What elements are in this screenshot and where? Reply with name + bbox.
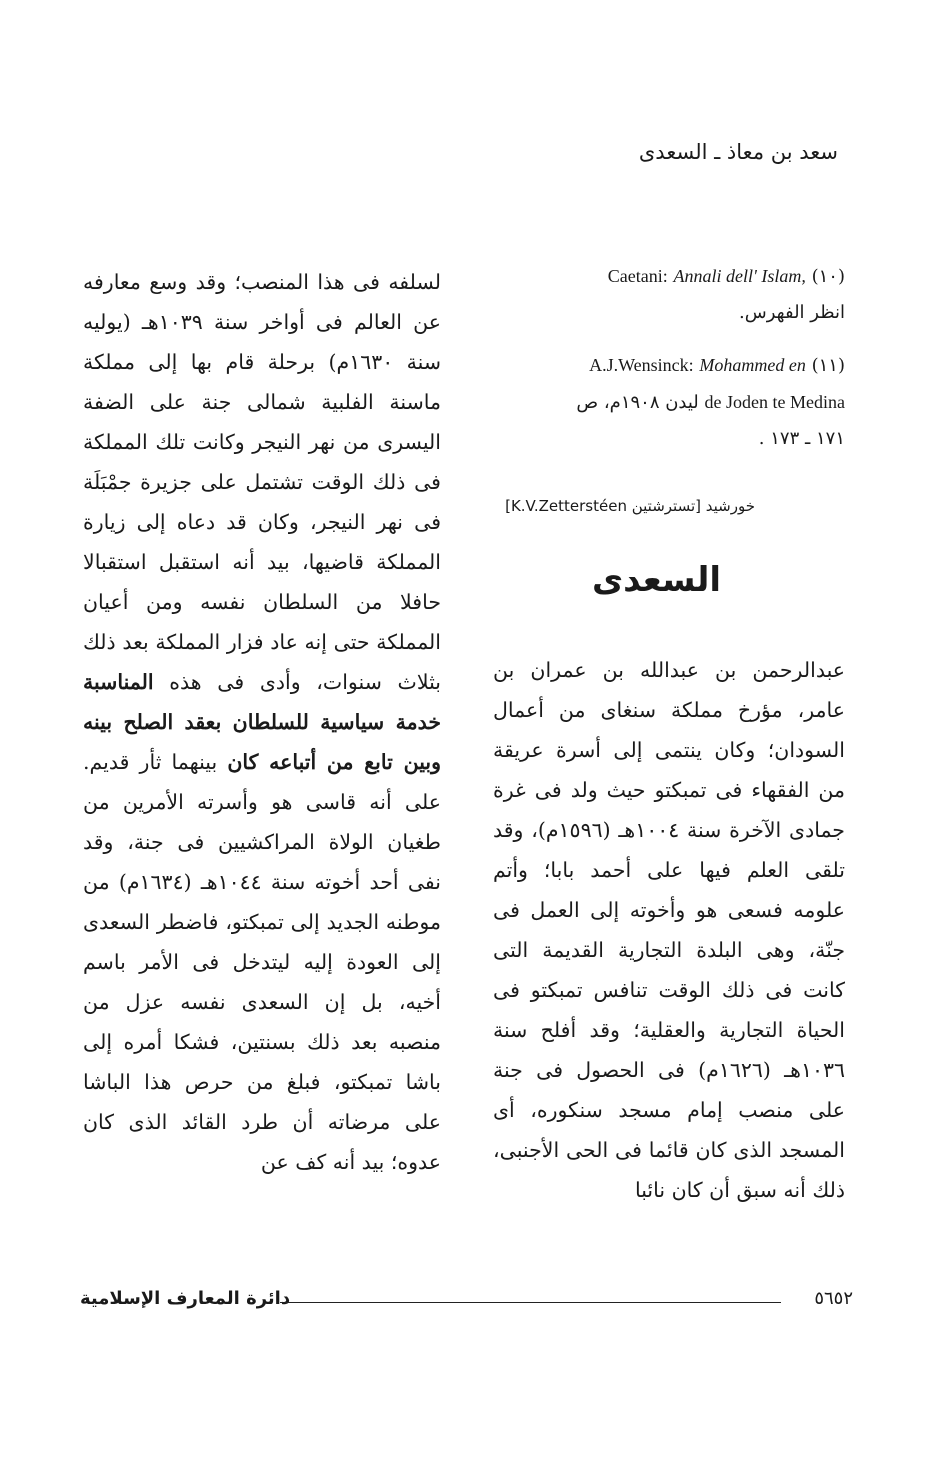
references-block [485, 258, 845, 473]
reference-pages: ١٧١ ـ ١٧٣ . [758, 428, 845, 449]
reference-title: Mohammed en [699, 355, 806, 375]
article-text: عبدالرحمن بن عبدالله بن عمران بن عامر، مؤرخ مملكة سنغاى من أعمال السودان؛ وكان ينتمى إلى أسرة عريقة من الفقهاء فى تمبكتو حيث ولد فى غرة جمادى الآخرة سنة ١٠٠٤هـ (١٥٩٦م)، وقد تلقى العلم فيها على أحمد بابا؛ وأتم علومه فسعى هو وأخوته إلى العمل فى جنّة، وهى البلدة التجارية القديمة التى كانت فى ذلك الوقت تنافس تمبكتو فى الحياة التجارية والعقلية؛ وقد أفلح سنة ١٠٣٦هـ (١٦٢٦م) فى الحصول فى جنة على منصب إمام مسجد سنكوره، أى المسجد الذى كان قائما فى الحى الأجنبى، ذلك أنه سبق أن كان نائبا [493, 658, 845, 1202]
reference-11 [485, 347, 845, 457]
footer-divider [280, 1302, 781, 1303]
running-header: سعد بن معاذ ـ السعدى [638, 140, 838, 164]
reference-title-continued: de Joden te Medina [704, 392, 845, 412]
article-title: السعدى [591, 560, 721, 600]
article-text: بينهما ثأر قديم. على أنه قاسى هو وأسرته الأمرين من طغيان الولاة المراكشيين فى جنة، وقد نفى أحد أخوته سنة ١٠٤٤هـ (١٦٣٤م) من موطنه الجديد إلى تمبكتو، فاضطر السعدى إلى العودة إليه ليتدخل فى الأمر باسم أخيه، بل إن السعدى نفسه عزل من منصبه بعد ذلك بسنتين، فشكا أمره إلى باشا تمبكتو، فبلغ من حرص هذا الباشا على مرضاته أن طرد القائد الذى كان عدوه؛ بيد أنه كف عن [83, 750, 441, 1174]
reference-10 [485, 258, 845, 331]
footer-encyclopedia-title: دائرة المعارف الإسلامية [80, 1288, 291, 1309]
article-text-bold: المناسبة خدمة سياسية للسلطان بعقد الصلح بينه وبين تابع من أتباعه كان [83, 670, 441, 774]
reference-note: انظر الفهرس. [739, 302, 845, 323]
article-author: خورشيد [تسترشتين K.V.Zetterstéen] [505, 497, 755, 515]
reference-title: Annali dell' Islam, [673, 266, 806, 286]
reference-place: ليدن ١٩٠٨م، ص [576, 392, 699, 413]
article-column-right [493, 650, 845, 1210]
reference-author: Caetani: [607, 266, 668, 286]
reference-author: A.J.Wensinck: [589, 355, 694, 375]
reference-number: (١١) [811, 355, 845, 376]
reference-number: (١٠) [811, 266, 845, 287]
page-number: ٥٦٥٢ [814, 1288, 853, 1309]
page-footer [80, 1288, 853, 1318]
article-column-left [83, 262, 441, 1182]
article-text: لسلفه فى هذا المنصب؛ وقد وسع معارفه عن العالم فى أواخر سنة ١٠٣٩هـ (يوليه سنة ١٦٣٠م) برحلة قام بها إلى مملكة ماسنة الفلبية شمالى جنة على الضفة اليسرى من نهر النيجر وكانت تلك المملكة فى ذلك الوقت تشتمل على جزيرة جمْبَلَة فى نهر النيجر، وكان قد دعاه إلى زيارة المملكة قاضيها، بيد أنه استقبل استقبالا حافلا من السلطان نفسه ومن أعيان المملكة حتى إنه عاد فزار المملكة بعد ذلك بثلاث سنوات، وأدى فى هذه [83, 270, 441, 694]
